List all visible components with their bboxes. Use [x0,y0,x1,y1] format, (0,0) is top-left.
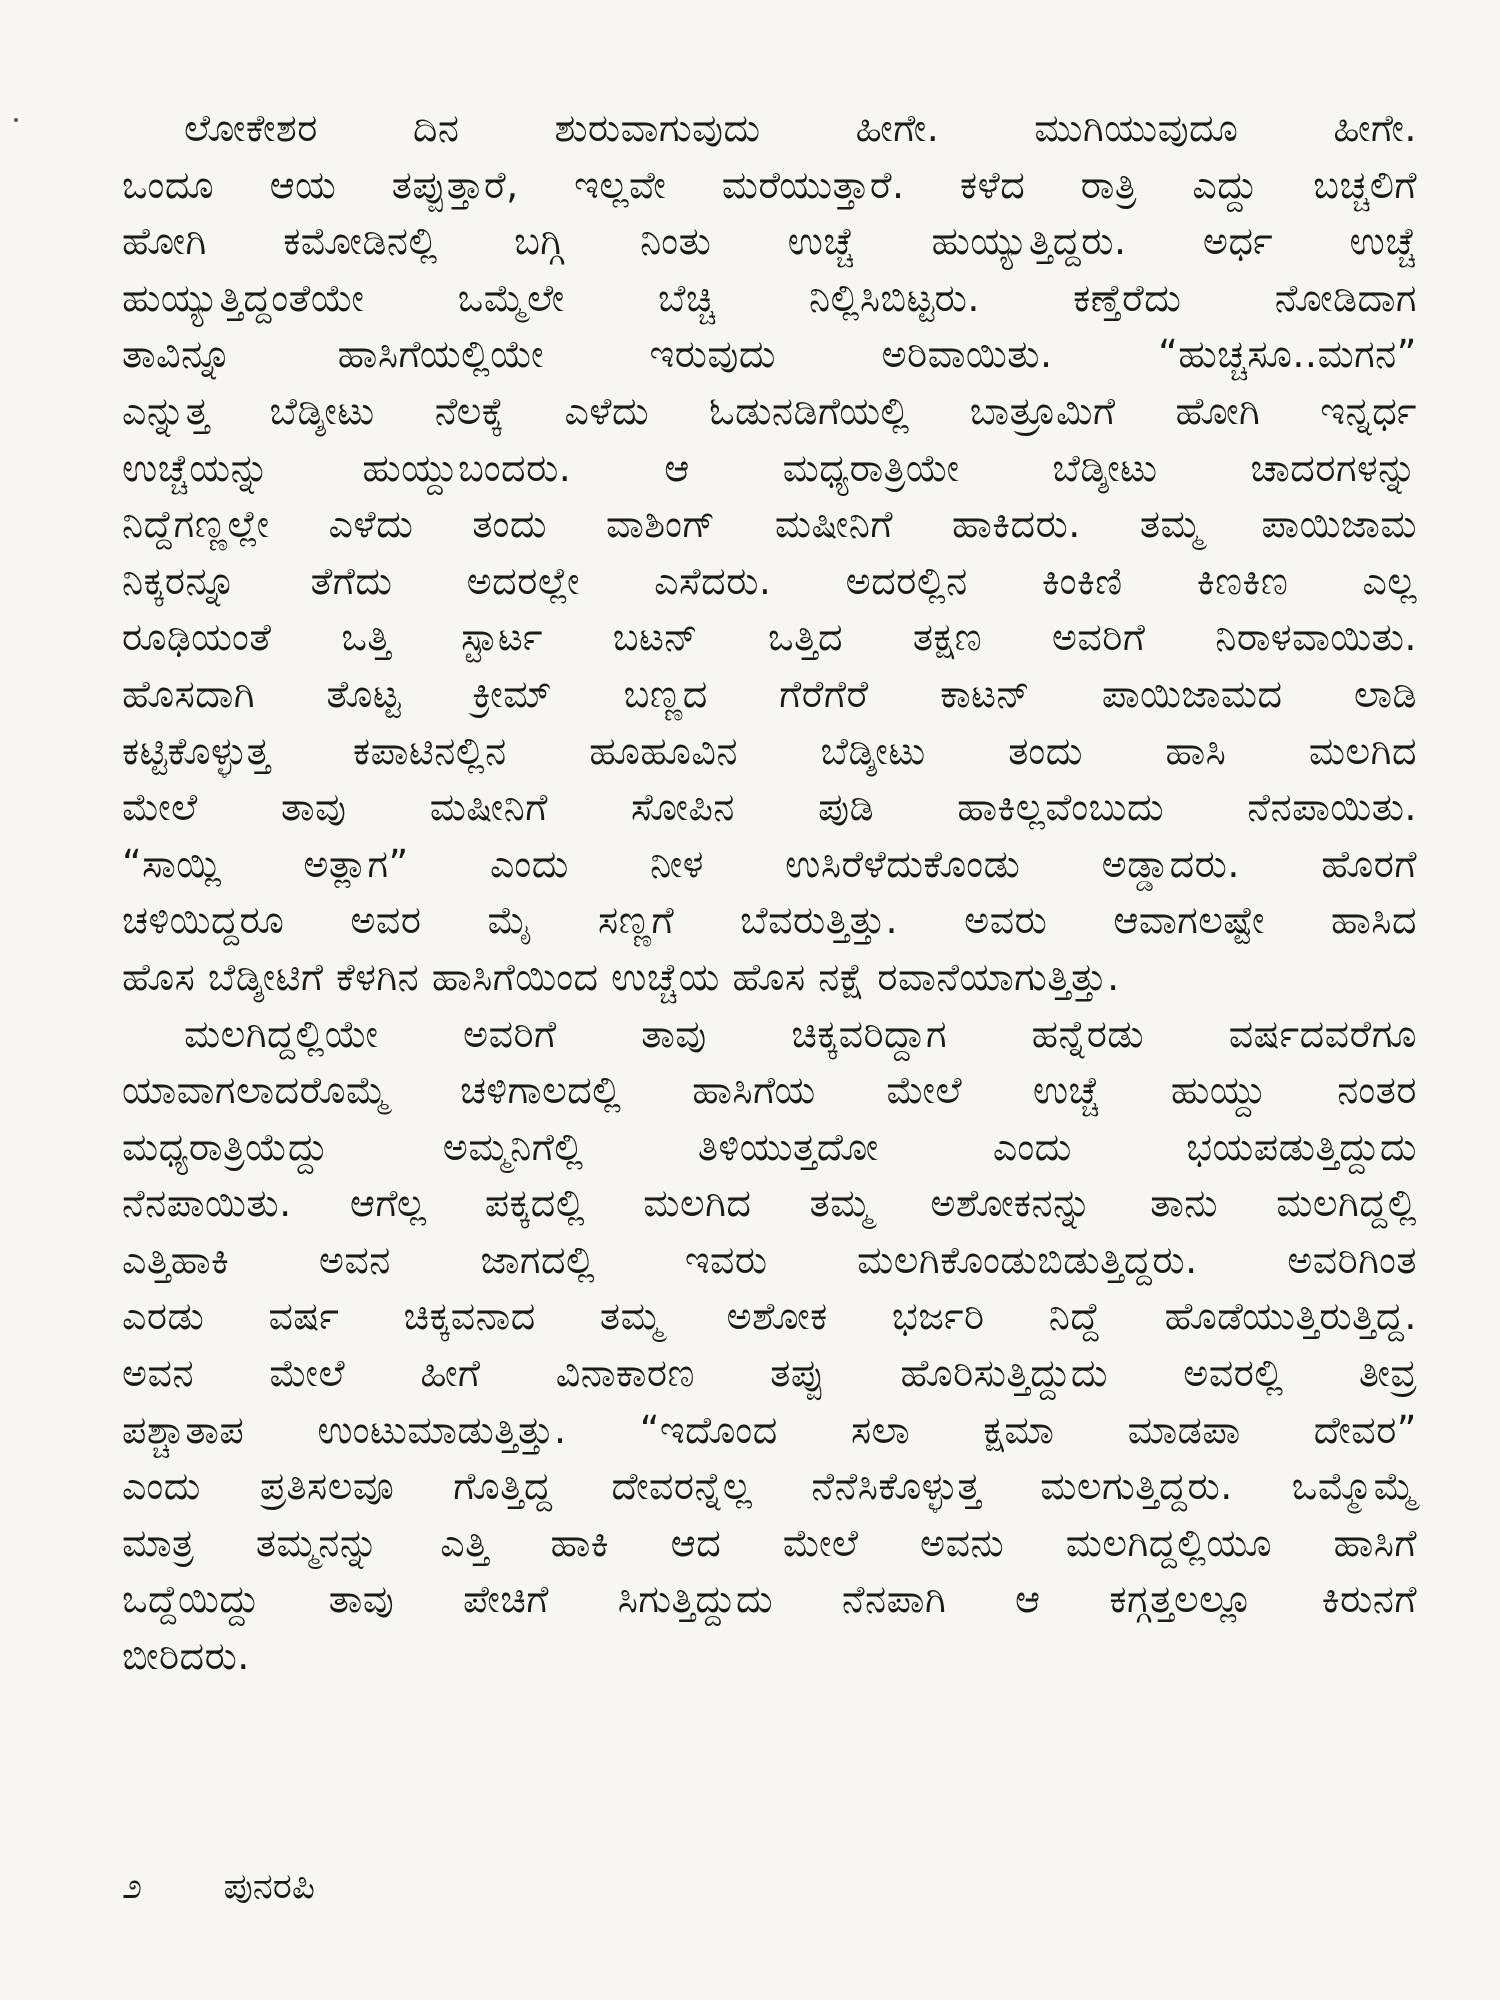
text-line: ಉಚ್ಚೆಯನ್ನು ಹುಯ್ದುಬಂದರು. ಆ ಮಧ್ಯರಾತ್ರಿಯೇ ಬೆಡ್ಶೀಟು ಚಾದರಗಳನ್ನು [122,445,1417,490]
text-line: ಹೋಗಿ ಕಮೋಡಿನಲ್ಲಿ ಬಗ್ಗಿ ನಿಂತು ಉಚ್ಚೆ ಹುಯ್ಯುತ್ತಿದ್ದರು. ಅರ್ಧ ಉಚ್ಚೆ [122,219,1417,264]
text-line: ಬೀರಿದರು. [122,1634,250,1679]
text-line: ತಾವಿನ್ನೂ ಹಾಸಿಗೆಯಲ್ಲಿಯೇ ಇರುವುದು ಅರಿವಾಯಿತು. “ಹುಚ್ಚಸೂ..ಮಗನ” [122,332,1417,377]
text-line: ಮಧ್ಯರಾತ್ರಿಯೆದ್ದು ಅಮ್ಮನಿಗೆಲ್ಲಿ ತಿಳಿಯುತ್ತದೋ ಎಂದು ಭಯಪಡುತ್ತಿದ್ದುದು [122,1124,1417,1169]
text-line: ನಿಕ್ಕರನ್ನೂ ತೆಗೆದು ಅದರಲ್ಲೇ ಎಸೆದರು. ಅದರಲ್ಲಿನ ಕಿಂಕಿಣಿ ಕಿಣಕಿಣ ಎಲ್ಲ [122,558,1417,603]
text-line: ನೆನಪಾಯಿತು. ಆಗೆಲ್ಲ ಪಕ್ಕದಲ್ಲಿ ಮಲಗಿದ ತಮ್ಮ ಅಶೋಕನನ್ನು ತಾನು ಮಲಗಿದ್ದಲ್ಲಿ [122,1181,1417,1226]
running-title: ಪುನರಪಿ [223,1866,315,1907]
text-line: “ಸಾಯ್ಲಿ ಅತ್ಲಾಗ” ಎಂದು ನೀಳ ಉಸಿರೆಳೆದುಕೊಂಡು ಅಡ್ಡಾದರು. ಹೊರಗೆ [122,841,1417,886]
text-line: ಕಟ್ಟಿಕೊಳ್ಳುತ್ತ ಕಪಾಟಿನಲ್ಲಿನ ಹೂಹೂವಿನ ಬೆಡ್ಶೀಟು ತಂದು ಹಾಸಿ ಮಲಗಿದ [122,728,1417,773]
text-line: ಹುಯ್ಯುತ್ತಿದ್ದಂತೆಯೇ ಒಮ್ಮೆಲೇ ಬೆಚ್ಚಿ ನಿಲ್ಲಿಸಿಬಿಟ್ಟರು. ಕಣ್ತೆರೆದು ನೋಡಿದಾಗ [122,275,1417,320]
page-footer [122,1862,315,1912]
text-line: ರೂಢಿಯಂತೆ ಒತ್ತಿ ಸ್ಟಾರ್ಟ ಬಟನ್ ಒತ್ತಿದ ತಕ್ಷಣ ಅವರಿಗೆ ನಿರಾಳವಾಯಿತು. [122,615,1417,660]
paper-speck [14,118,18,122]
text-line: ಪಶ್ಚಾತಾಪ ಉಂಟುಮಾಡುತ್ತಿತ್ತು. “ಇದೊಂದ ಸಲಾ ಕ್ಷಮಾ ಮಾಡಪಾ ದೇವರ” [122,1407,1417,1452]
text-line: ಮೇಲೆ ತಾವು ಮಷೀನಿಗೆ ಸೋಪಿನ ಪುಡಿ ಹಾಕಿಲ್ಲವೆಂಬುದು ನೆನಪಾಯಿತು. [122,785,1417,830]
page-number: ೨ [122,1866,143,1907]
text-line: ಯಾವಾಗಲಾದರೊಮ್ಮೆ ಚಳಿಗಾಲದಲ್ಲಿ ಹಾಸಿಗೆಯ ಮೇಲೆ ಉಚ್ಚೆ ಹುಯ್ದು ನಂತರ [122,1068,1417,1113]
text-line: ಎಂದು ಪ್ರತಿಸಲವೂ ಗೊತ್ತಿದ್ದ ದೇವರನ್ನೆಲ್ಲ ನೆನೆಸಿಕೊಳ್ಳುತ್ತ ಮಲಗುತ್ತಿದ್ದರು. ಒಮ್ಮೊಮ್ಮೆ [122,1464,1417,1509]
text-line: ಹೊಸ ಬೆಡ್ಶೀಟಿಗೆ ಕೆಳಗಿನ ಹಾಸಿಗೆಯಿಂದ ಉಚ್ಚೆಯ ಹೊಸ ನಕ್ಷೆ ರವಾನೆಯಾಗುತ್ತಿತ್ತು. [122,954,1120,999]
text-line: ಮಲಗಿದ್ದಲ್ಲಿಯೇ ಅವರಿಗೆ ತಾವು ಚಿಕ್ಕವರಿದ್ದಾಗ ಹನ್ನೆರಡು ವರ್ಷದವರೆಗೂ [184,1011,1417,1056]
text-line: ಚಳಿಯಿದ್ದರೂ ಅವರ ಮೈ ಸಣ್ಣಗೆ ಬೆವರುತ್ತಿತ್ತು. ಅವರು ಆವಾಗಲಷ್ಟೇ ಹಾಸಿದ [122,898,1417,943]
text-line: ಅವನ ಮೇಲೆ ಹೀಗೆ ವಿನಾಕಾರಣ ತಪ್ಪು ಹೊರಿಸುತ್ತಿದ್ದುದು ಅವರಲ್ಲಿ ತೀವ್ರ [122,1351,1417,1396]
text-line: ಎನ್ನುತ್ತ ಬೆಡ್ಶೀಟು ನೆಲಕ್ಕೆ ಎಳೆದು ಓಡುನಡಿಗೆಯಲ್ಲಿ ಬಾತ್ರೂಮಿಗೆ ಹೋಗಿ ಇನ್ನರ್ಧ [122,388,1417,433]
text-line: ನಿದ್ದೆಗಣ್ಣಲ್ಲೇ ಎಳೆದು ತಂದು ವಾಶಿಂಗ್ ಮಷೀನಿಗೆ ಹಾಕಿದರು. ತಮ್ಮ ಪಾಯಿಜಾಮ [122,502,1417,547]
text-line: ಹೊಸದಾಗಿ ತೊಟ್ಟ ಕ್ರೀಮ್ ಬಣ್ಣದ ಗೆರೆಗೆರೆ ಕಾಟನ್ ಪಾಯಿಜಾಮದ ಲಾಡಿ [122,671,1417,716]
text-line: ಒಂದೂ ಆಯ ತಪ್ಪುತ್ತಾರೆ, ಇಲ್ಲವೇ ಮರೆಯುತ್ತಾರೆ. ಕಳೆದ ರಾತ್ರಿ ಎದ್ದು ಬಚ್ಚಲಿಗೆ [122,162,1417,207]
body-text [122,100,1417,1685]
text-line: ಒದ್ದೆಯಿದ್ದು ತಾವು ಪೇಚಿಗೆ ಸಿಗುತ್ತಿದ್ದುದು ನೆನಪಾಗಿ ಆ ಕಗ್ಗತ್ತಲಲ್ಲೂ ಕಿರುನಗೆ [122,1577,1417,1622]
text-line: ಮಾತ್ರ ತಮ್ಮನನ್ನು ಎತ್ತಿ ಹಾಕಿ ಆದ ಮೇಲೆ ಅವನು ಮಲಗಿದ್ದಲ್ಲಿಯೂ ಹಾಸಿಗೆ [122,1520,1417,1565]
text-line: ಎತ್ತಿಹಾಕಿ ಅವನ ಜಾಗದಲ್ಲಿ ಇವರು ಮಲಗಿಕೊಂಡುಬಿಡುತ್ತಿದ್ದರು. ಅವರಿಗಿಂತ [122,1237,1417,1282]
text-line: ಎರಡು ವರ್ಷ ಚಿಕ್ಕವನಾದ ತಮ್ಮ ಅಶೋಕ ಭರ್ಜರಿ ನಿದ್ದೆ ಹೊಡೆಯುತ್ತಿರುತ್ತಿದ್ದ. [122,1294,1417,1339]
text-line: ಲೋಕೇಶರ ದಿನ ಶುರುವಾಗುವುದು ಹೀಗೇ. ಮುಗಿಯುವುದೂ ಹೀಗೇ. [184,106,1417,150]
